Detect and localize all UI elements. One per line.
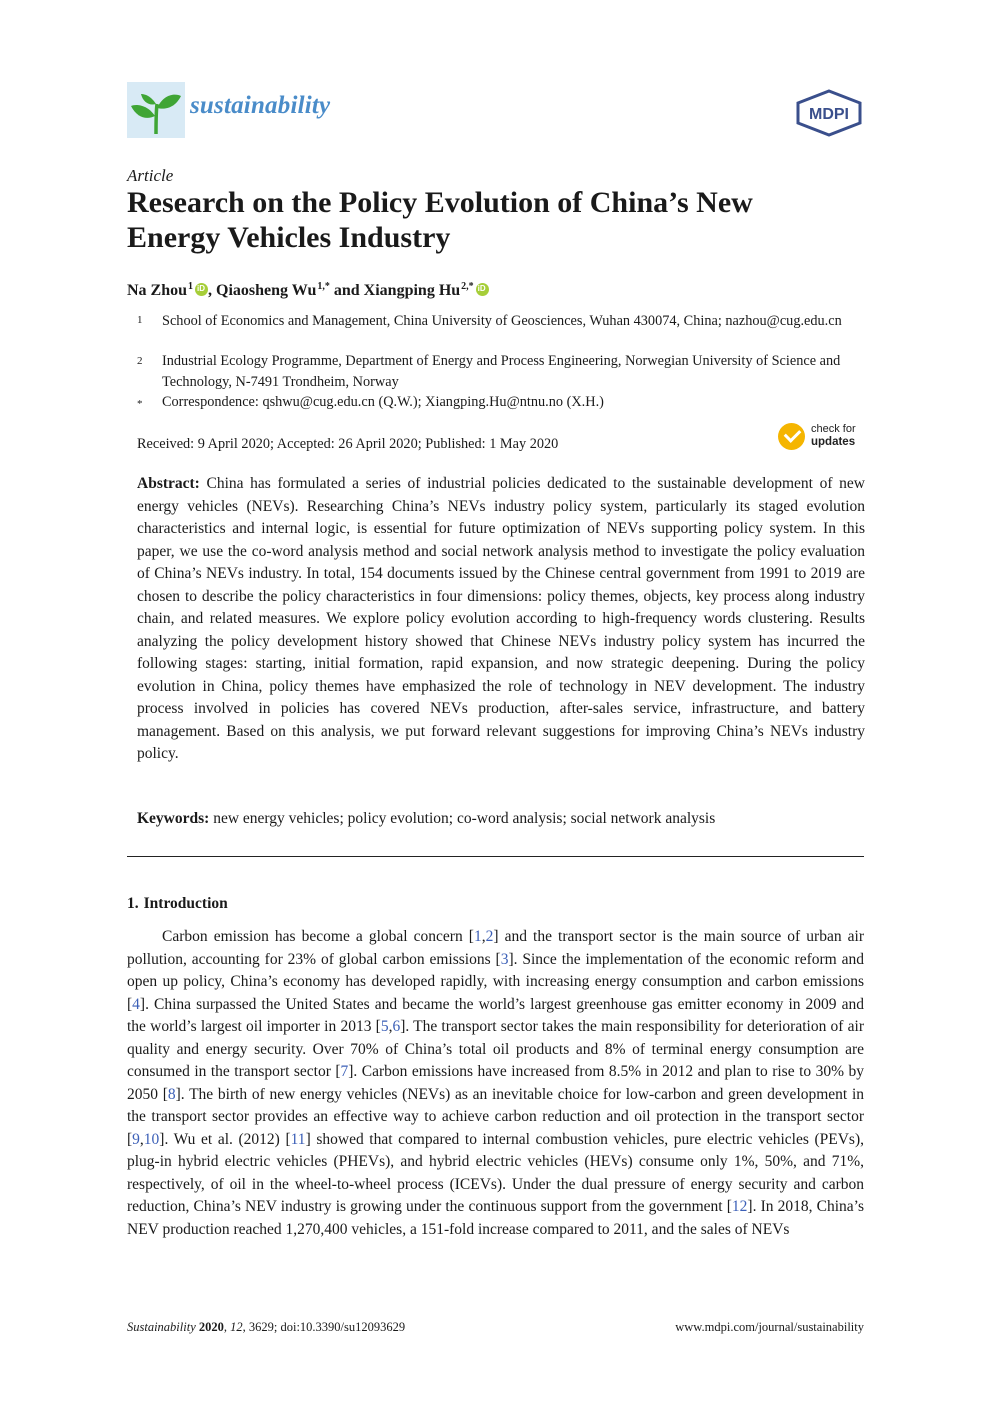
author-sup: 1,* — [317, 281, 330, 292]
divider — [127, 856, 864, 857]
citation-link[interactable]: 6 — [392, 1018, 401, 1035]
publisher-logo-text: MDPI — [809, 106, 849, 123]
publication-dates: Received: 9 April 2020; Accepted: 26 April 2020; Published: 1 May 2020 — [137, 436, 559, 452]
intro-text: ] showed that compared to internal combustion vehicles, pure electric vehicles (PEVs), plug-in hybrid electric vehicles (PHEVs), and hybrid electric vehicles (HEVs) consume only 1%, 50%, and 71%, respectively, of oil in the wheel-to-wheel process (ICEVs). Under the dual pressure of energy security and carbon reduction, China’s NEV industry is growing under the continuous support from the government [ — [127, 1130, 864, 1215]
author-name[interactable]: Xiangping Hu — [363, 282, 461, 299]
intro-text: Carbon emission has become a global concern [ — [162, 928, 474, 945]
footer-citation: Sustainability 2020, 12, 3629; doi:10.3390/su12093629 — [127, 1320, 406, 1334]
citation-link[interactable]: 4 — [132, 995, 140, 1013]
check-updates-line2: updates — [811, 436, 856, 448]
affiliation-text: Industrial Ecology Programme, Department of Energy and Process Engineering, Norwegian University of Science and Technology, N-7491 Trondheim, Norway — [162, 353, 841, 390]
footer-year: 2020 — [198, 1320, 224, 1334]
intro-text: ] and the transport sector is the main source of urban air pollution, accounting for 23% of global carbon emissions [ — [127, 928, 864, 968]
citation-link[interactable]: 7 — [340, 1063, 349, 1080]
orcid-icon[interactable] — [476, 283, 489, 296]
author-sup: 1 — [188, 281, 194, 292]
keywords-text: new energy vehicles; policy evolution; co-word analysis; social network analysis — [213, 810, 716, 827]
article-type: Article — [127, 166, 174, 185]
intro-text: ]. China surpassed the United States and became the world’s largest greenhouse gas emitter economy in 2009 and the world’s largest oil importer in 2013 [ — [127, 995, 864, 1035]
citation-link[interactable]: 2 — [485, 928, 494, 945]
journal-name[interactable]: sustainability — [190, 92, 331, 119]
correspondence-text: Correspondence: qshwu@cug.edu.cn (Q.W.); Xiangping.Hu@ntnu.no (X.H.) — [162, 394, 604, 410]
citation-link[interactable]: 9 — [132, 1130, 140, 1148]
citation-link[interactable]: 8 — [167, 1085, 176, 1103]
affiliation-mark: 2 — [137, 355, 143, 367]
footer-doi[interactable]: , 3629; doi:10.3390/su12093629 — [242, 1320, 406, 1334]
affiliation-mark: * — [137, 398, 143, 410]
author-sup: 2,* — [461, 281, 474, 292]
abstract-label: Abstract: — [137, 475, 200, 492]
affiliation-text: School of Economics and Management, China University of Geosciences, Wuhan 430074, China; nazhou@cug.edu.cn — [162, 313, 842, 329]
citation-link[interactable]: 11 — [290, 1130, 306, 1148]
author-separator: and — [329, 282, 364, 299]
section-number: 1. — [127, 895, 139, 912]
author-name[interactable]: Na Zhou — [127, 282, 188, 299]
intro-text: , — [139, 1130, 144, 1148]
footer-volume: 12 — [230, 1320, 243, 1334]
intro-text: ]. The birth of new energy vehicles (NEVs) as an inevitable choice for low-carbon and green development in the transport sector provides an effective way to achieve carbon reduction and oil protection in the transport sector [ — [127, 1085, 864, 1148]
intro-text: ]. The transport sector takes the main responsibility for deterioration of air quality and energy security. Over 70% of China’s total oil products and 8% of terminal energy consumption are consumed in the transport sector [ — [127, 1018, 864, 1080]
author-list — [127, 281, 489, 300]
abstract-text: China has formulated a series of industrial policies dedicated to the sustainable development of new energy vehicles (NEVs). Researching China’s NEVs industry policy system, particularly its staged evolution characteristics and internal logic, is essential for future optimization of NEVs supporting policy system. In this paper, we use the co-word analysis method and social network analysis method to investigate the policy evaluation of China’s NEVs industry. In total, 154 documents issued by the Chinese central government from 1991 to 2019 are chosen to describe the policy characteristics in four dimensions: policy themes, objects, key process along industry chain, and related measures. We explore policy evolution according to high-frequency words clustering. Results analyzing the policy development history showed that Chinese NEVs industry policy system has incurred the following stages: starting, initial formation, rapid expansion, and now strategic deepening. During the policy evolution in China, policy themes have emphasized the role of technology in NEV development. The industry process involved in policies has covered NEVs production, after-sales service, infrastructure, and battery management. Based on this analysis, we put forward relevant suggestions for improving China’s NEVs industry policy. — [137, 475, 865, 762]
sprout-icon — [127, 82, 185, 138]
check-for-updates-icon — [778, 423, 805, 450]
check-for-updates-button[interactable] — [778, 421, 868, 455]
mdpi-logo-icon[interactable] — [794, 89, 864, 137]
abstract — [137, 473, 865, 766]
intro-text: ]. Wu et al. (2012) [ — [159, 1130, 291, 1148]
citation-link[interactable]: 5 — [380, 1018, 389, 1035]
intro-text: ]. Since the implementation of the economic reform and open up policy, China’s economy has developed rapidly, with increasing energy consumption and carbon emissions [ — [127, 950, 864, 1013]
affiliation-mark: 1 — [137, 314, 143, 326]
check-updates-line1: check for — [811, 423, 856, 435]
footer-website-link[interactable]: www.mdpi.com/journal/sustainability — [675, 1320, 864, 1334]
citation-link[interactable]: 3 — [500, 950, 509, 968]
page-title: Research on the Policy Evolution of China’s New Energy Vehicles Industry — [127, 186, 753, 254]
intro-paragraph — [127, 926, 864, 1241]
section-heading — [127, 895, 233, 913]
author-name[interactable]: Qiaosheng Wu — [216, 282, 317, 299]
citation-link[interactable]: 12 — [731, 1198, 748, 1215]
citation-link[interactable]: 1 — [473, 928, 482, 945]
keywords-label: Keywords: — [137, 810, 210, 827]
orcid-icon[interactable] — [195, 283, 208, 296]
intro-text: , — [481, 928, 486, 945]
intro-text: , — [388, 1018, 393, 1035]
intro-text: ]. In 2018, China’s NEV production reached 1,270,400 vehicles, a 151-fold increase compared to 2011, and the sales of NEVs — [127, 1198, 864, 1238]
keywords — [137, 810, 865, 828]
citation-link[interactable]: 10 — [143, 1130, 160, 1148]
section-title: Introduction — [143, 895, 228, 912]
author-separator: , — [208, 282, 217, 299]
intro-text: ]. Carbon emissions have increased from 8.5% in 2012 and plan to rise to 30% by 2050 [ — [127, 1063, 865, 1103]
footer-journal: Sustainability — [127, 1320, 196, 1334]
